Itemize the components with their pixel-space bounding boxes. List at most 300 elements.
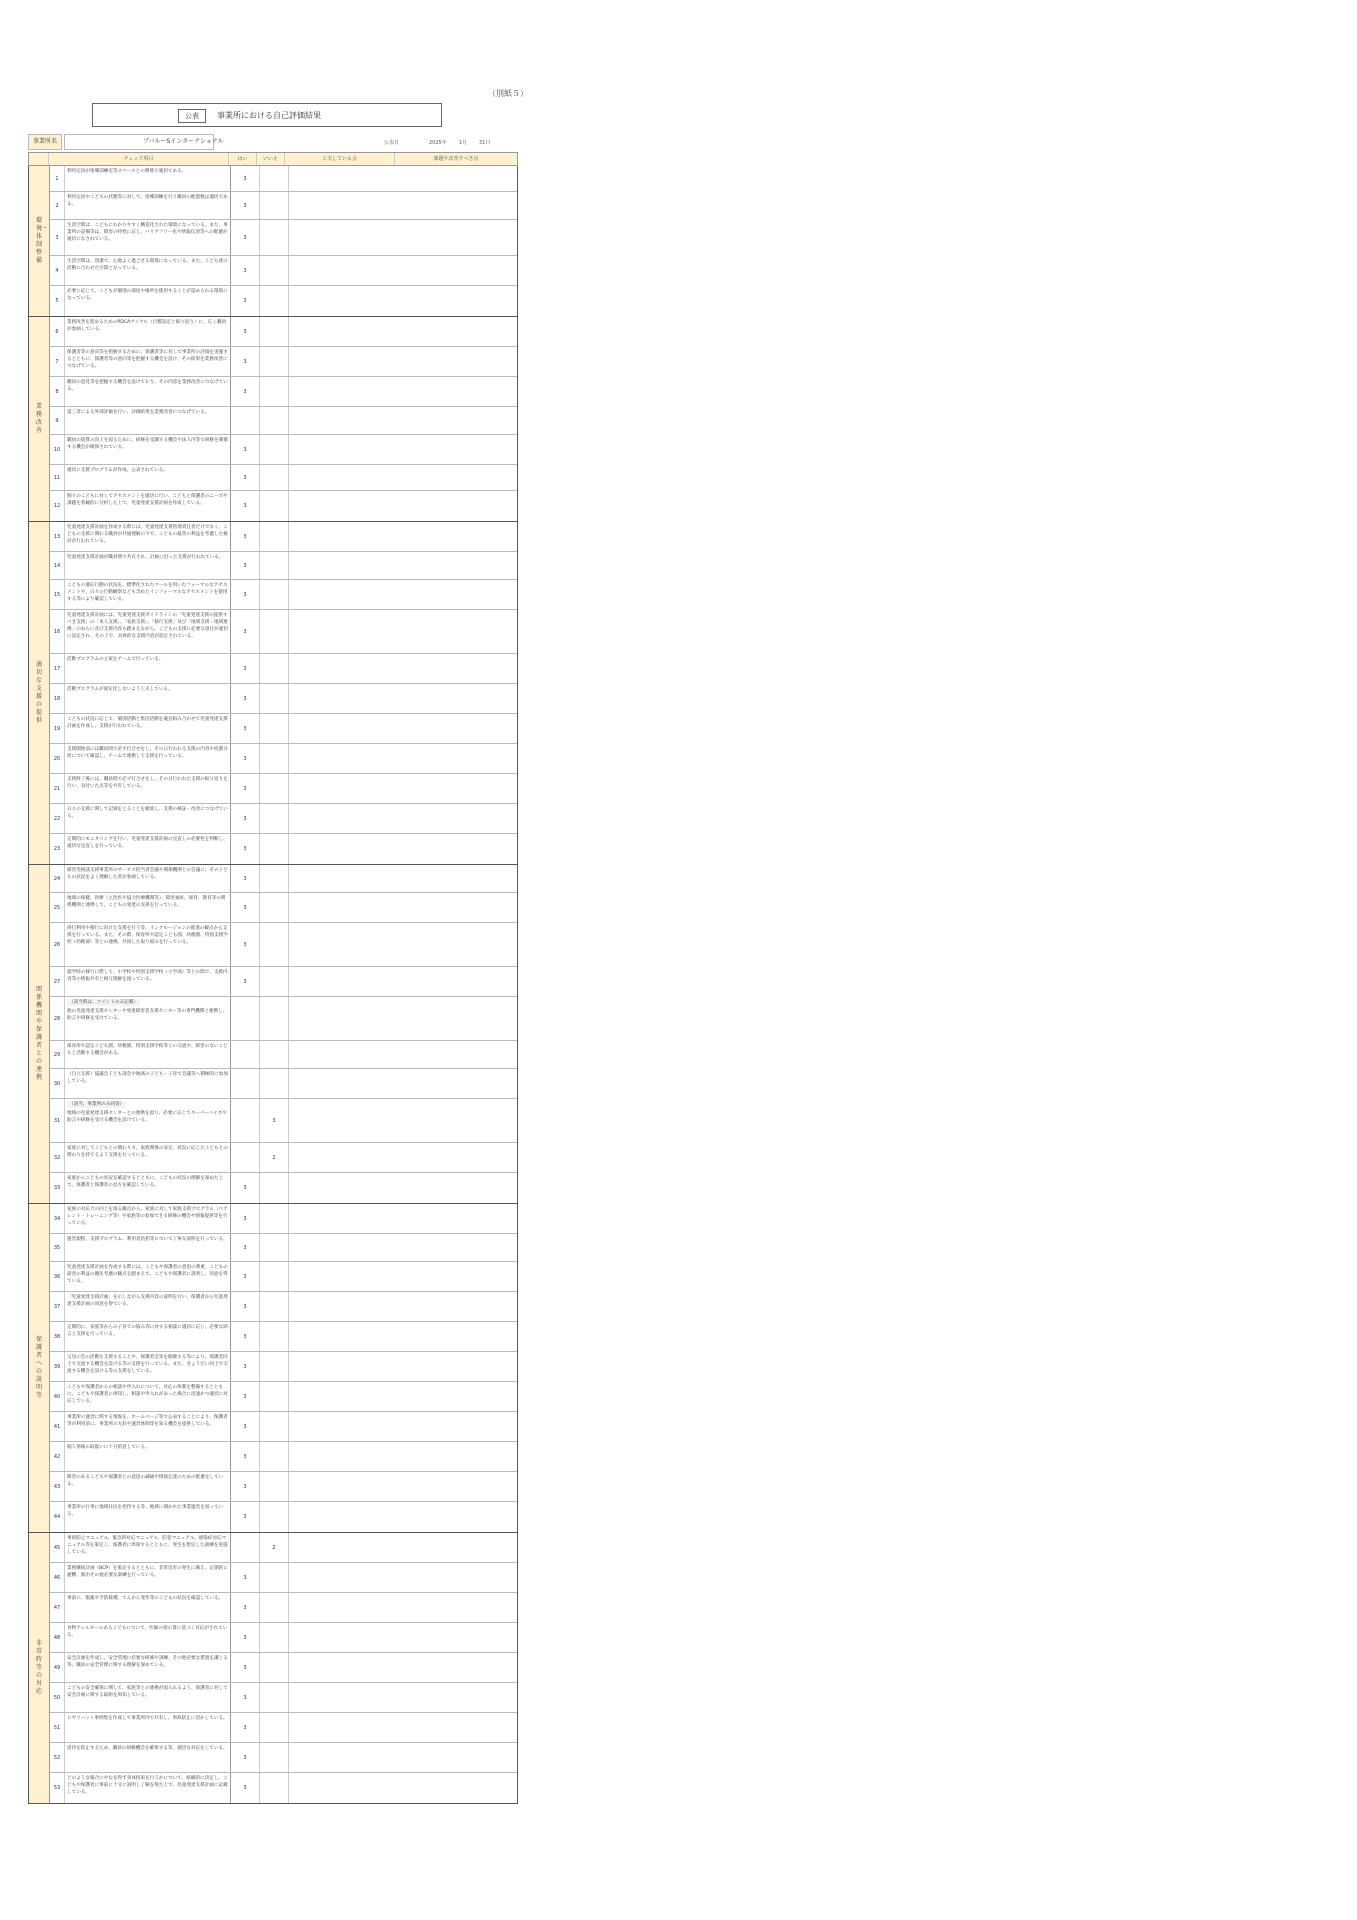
table-row	[50, 865, 517, 893]
check-item-text	[65, 491, 231, 521]
table-row	[50, 192, 517, 220]
item-number: 26	[50, 923, 65, 966]
yes-count: 3	[231, 256, 260, 285]
check-item-body: 業務継続計画（BCP）を策定するとともに、非常災害の発生に備え、定期的に避難、救出その他必要な訓練を行っている。	[67, 1566, 228, 1578]
sections-container	[28, 166, 518, 1804]
table-row	[50, 1442, 517, 1472]
item-number: 20	[50, 744, 65, 773]
comment-cell	[289, 256, 517, 285]
no-count: 2	[260, 1143, 289, 1172]
public-tag: 公表	[178, 109, 206, 123]
table-row	[50, 256, 517, 286]
publish-date-month: 1月	[459, 140, 468, 146]
no-count	[260, 684, 289, 713]
comment-cell	[289, 1143, 517, 1172]
yes-count	[231, 1143, 260, 1172]
yes-count: 3	[231, 714, 260, 743]
check-item-body: 児童発達支援計画が職員間で共有され、計画に沿った支援が行われている。	[67, 555, 224, 560]
yes-count: 3	[231, 774, 260, 803]
check-item-text	[65, 893, 231, 922]
check-item-body: 支援開始前には職員間で必ず打合せをし、その日行われる支援の内容や役割分担について確認し、チームで連携して支援を行っている。	[67, 747, 228, 759]
section-rows	[50, 317, 517, 521]
section-label-text: 適切な支援の提供	[36, 661, 43, 724]
check-item-body: 個人情報の取扱いに十分留意している。	[67, 1445, 150, 1450]
table-row	[50, 1069, 517, 1099]
section-block	[28, 1533, 518, 1804]
check-item-body: 保育所や認定こども園、幼稚園、特別支援学校等との交流や、障害のないこどもと活動する機会がある。	[67, 1044, 228, 1056]
yes-count: 3	[231, 1234, 260, 1261]
check-item-text	[65, 317, 231, 346]
yes-count: 3	[231, 522, 260, 551]
business-name-label: 事業所名	[28, 134, 62, 150]
item-number: 44	[50, 1502, 65, 1532]
item-number: 12	[50, 491, 65, 521]
yes-count	[231, 997, 260, 1040]
no-count	[260, 1472, 289, 1501]
check-item-text	[65, 1683, 231, 1712]
comment-cell	[289, 1204, 517, 1233]
check-item-body: 他の児童発達支援センターや発達障害者支援センター等の専門機関と連携し、助言や研修を受けている。	[67, 1009, 228, 1021]
item-number: 4	[50, 256, 65, 285]
section-label-text: 非常時等の対応	[36, 1640, 43, 1695]
yes-count: 3	[231, 1653, 260, 1682]
check-item-text	[65, 256, 231, 285]
no-count	[260, 407, 289, 434]
check-item-body: 家族からこどもの状況を確認するとともに、こどもの状況の理解を深めた上で、保護者と保護者の見方を確認している。	[67, 1176, 224, 1188]
check-item-body: 児童発達支援計画を作成する際には、児童発達支援管理責任者だけでなく、こどもの支援に関わる職員が共通理解の下で、こどもの最善の利益を考慮した検討が行われている。	[67, 525, 228, 544]
item-number: 37	[50, 1292, 65, 1321]
yes-count: 3	[231, 967, 260, 996]
item-number: 11	[50, 465, 65, 490]
table-row	[50, 714, 517, 744]
check-item-body: 食物アレルギーのあるこどもについて、医師の指示書に基づく対応がされている。	[67, 1626, 228, 1638]
publish-date-label: 公表日	[384, 140, 400, 146]
item-number: 34	[50, 1204, 65, 1233]
check-item-body: 事業所の運営に関する情報を、ホームページ等で公表することにより、保護者等が利用前に、事業所の方針や運営体制等を知る機会を提供している。	[67, 1415, 228, 1427]
yes-count: 3	[231, 1472, 260, 1501]
check-item-body: こどもや保護者からの相談や申入れについて、対応の体制を整備するとともに、こどもや保護者に周知し、相談や申入れがあった場合に迅速かつ適切に対応している。	[67, 1385, 228, 1404]
comment-cell	[289, 491, 517, 521]
yes-count: 3	[231, 491, 260, 521]
check-item-body: 生活空間は、こどもにわかりやすく構造化された環境になっている。また、事業所の設備等は、障害の特性に応じ、バリアフリー化や情報伝達等への配慮が適切になされている。	[67, 223, 228, 242]
yes-count: 3	[231, 1442, 260, 1471]
no-count	[260, 1412, 289, 1441]
no-count	[260, 804, 289, 833]
section-rows	[50, 166, 517, 316]
comment-cell	[289, 774, 517, 803]
header-notes: 工夫している点	[285, 153, 395, 165]
table-row	[50, 435, 517, 465]
check-item-body: どのような場合にやむを得ず身体拘束を行うかについて、組織的に決定し、こどもや保護者に事前に十分に説明し了解を得た上で、児童発達支援計画に記載している。	[67, 1776, 228, 1795]
no-count	[260, 1352, 289, 1381]
check-item-note: （該当、事業所のみ回答）	[69, 1102, 125, 1107]
section-label	[29, 522, 50, 864]
no-count	[260, 893, 289, 922]
comment-cell	[289, 377, 517, 406]
item-number: 23	[50, 834, 65, 864]
no-count	[260, 522, 289, 551]
comment-cell	[289, 967, 517, 996]
no-count	[260, 1683, 289, 1712]
check-item-body: 利用定員やこどもの状態等に対して、指導訓練を行う職員の配置数は適切である。	[67, 195, 228, 207]
no-count	[260, 834, 289, 864]
check-item-text	[65, 923, 231, 966]
check-item-text	[65, 967, 231, 996]
no-count	[260, 317, 289, 346]
item-number: 28	[50, 997, 65, 1040]
yes-count: 3	[231, 1173, 260, 1203]
yes-count: 3	[231, 1683, 260, 1712]
comment-cell	[289, 654, 517, 683]
item-number: 27	[50, 967, 65, 996]
header-yes: はい	[229, 153, 257, 165]
check-item-text	[65, 714, 231, 743]
section-block	[28, 1204, 518, 1533]
section-rows	[50, 522, 517, 864]
item-number: 47	[50, 1593, 65, 1622]
no-count	[260, 744, 289, 773]
check-item-text	[65, 997, 231, 1040]
check-item-body: 必要に応じて、こどもが個別の部屋や場所を使用することが認められる環境になっている。	[67, 289, 228, 301]
yes-count	[231, 1069, 260, 1098]
comment-cell	[289, 407, 517, 434]
check-item-text	[65, 1382, 231, 1411]
table-row	[50, 1773, 517, 1803]
comment-cell	[289, 1352, 517, 1381]
section-block	[28, 865, 518, 1204]
check-item-text	[65, 522, 231, 551]
comment-cell	[289, 1743, 517, 1772]
title-box	[92, 103, 442, 127]
comment-cell	[289, 1773, 517, 1803]
yes-count: 3	[231, 552, 260, 579]
check-item-text	[65, 1533, 231, 1562]
table-row	[50, 684, 517, 714]
header-no: いいえ	[257, 153, 285, 165]
check-item-body: 併行利用や移行に向けた支援を行う等、インクルージョンの推進の観点から支援を行っている。また、その際、保育所や認定こども園、幼稚園、特別支援学校（幼稚部）等との連携、共同した取り組みを行っている。	[67, 926, 228, 945]
no-count	[260, 166, 289, 191]
no-count	[260, 654, 289, 683]
check-item-text	[65, 1322, 231, 1351]
comment-cell	[289, 744, 517, 773]
yes-count: 3	[231, 220, 260, 255]
yes-count: 3	[231, 1262, 260, 1291]
table-row	[50, 220, 517, 256]
yes-count: 3	[231, 166, 260, 191]
check-item-text	[65, 465, 231, 490]
item-number: 25	[50, 893, 65, 922]
section-label-text: 環境・体制整備	[36, 217, 49, 264]
yes-count: 3	[231, 1623, 260, 1652]
item-number: 40	[50, 1382, 65, 1411]
yes-count: 3	[231, 465, 260, 490]
table-row	[50, 1143, 517, 1173]
comment-cell	[289, 220, 517, 255]
section-label	[29, 317, 50, 521]
check-item-text	[65, 1262, 231, 1291]
yes-count	[231, 1099, 260, 1142]
table-row	[50, 522, 517, 552]
check-item-body: 児童発達支援計画には、児童発達支援ガイドラインの「児童発達支援の提供すべき支援」の「本人支援」、「家族支援」、「移行支援」及び「地域支援・地域連携」のねらい及び支援内容も踏まえながら、こどもの支援に必要な項目が適切に設定され、その上で、具体的な支援内容が設定されている。	[67, 613, 228, 639]
table-row	[50, 1262, 517, 1292]
check-item-body: 業務改善を進めるためのPDCAサイクル（目標設定と振り返り）に、広く職員が参画している。	[67, 320, 227, 332]
no-count	[260, 967, 289, 996]
check-item-body: 虐待を防止するため、職員の研修機会を確保する等、適切な対応をしている。	[67, 1746, 228, 1751]
table-row	[50, 317, 517, 347]
item-number: 24	[50, 865, 65, 892]
comment-cell	[289, 714, 517, 743]
check-item-body: 父母の会の活動を支援することや、保護者会等を開催する等により、保護者同士で交流する機会を設ける等の支援を行っている。また、きょうだい同士で交流する機会を設ける等の支援をしている。	[67, 1355, 228, 1374]
table-row	[50, 1099, 517, 1143]
item-number: 43	[50, 1472, 65, 1501]
check-item-text	[65, 1442, 231, 1471]
comment-cell	[289, 1502, 517, 1532]
comment-cell	[289, 1593, 517, 1622]
comment-cell	[289, 192, 517, 219]
yes-count: 3	[231, 1773, 260, 1803]
check-item-text	[65, 1292, 231, 1321]
check-item-text	[65, 1743, 231, 1772]
yes-count: 3	[231, 377, 260, 406]
table-header	[28, 152, 518, 166]
comment-cell	[289, 610, 517, 653]
item-number: 10	[50, 435, 65, 464]
table-row	[50, 286, 517, 316]
check-item-body: 定期的にモニタリングを行い、児童発達支援計画の見直しの必要性を判断し、適切な見直しを行っている。	[67, 837, 228, 849]
check-item-text	[65, 1234, 231, 1261]
check-item-body: 職員の資質の向上を図るために、研修を受講する機会や法人内等で研修を開催する機会が確保されている。	[67, 438, 228, 450]
check-item-body: こどもの適応行動の状況を、標準化されたツールを用いたフォーマルなアセスメントや、日々の行動観察なども含めたインフォーマルなアセスメントを使用する等により確認している。	[67, 583, 228, 602]
table-row	[50, 1502, 517, 1532]
item-number: 2	[50, 192, 65, 219]
table-row	[50, 491, 517, 521]
comment-cell	[289, 1292, 517, 1321]
item-number: 3	[50, 220, 65, 255]
yes-count: 3	[231, 834, 260, 864]
table-row	[50, 834, 517, 864]
check-item-body: 保護者等の意向等を把握するために、保護者等に対して事業所の評価を実施するとともに、保護者等の意向等を把握する機会を設け、その結果を業務改善につなげている。	[67, 350, 228, 369]
check-item-text	[65, 610, 231, 653]
yes-count: 3	[231, 347, 260, 376]
no-count	[260, 923, 289, 966]
table-row	[50, 610, 517, 654]
item-number: 50	[50, 1683, 65, 1712]
comment-cell	[289, 1322, 517, 1351]
table-row	[50, 1563, 517, 1593]
comment-cell	[289, 1234, 517, 1261]
check-item-body: 生活空間は、清潔で、心地よく過ごせる環境になっている。また、こども達の活動に合わせた空間となっている。	[67, 259, 228, 271]
check-item-body: 事業所の行事に地域住民を招待する等、地域に開かれた事業運営を図っている。	[67, 1505, 224, 1517]
no-count	[260, 1262, 289, 1291]
section-label-text: 保護者への説明等	[36, 1336, 43, 1399]
comment-cell	[289, 1069, 517, 1098]
comment-cell	[289, 804, 517, 833]
table-row	[50, 580, 517, 610]
check-item-text	[65, 552, 231, 579]
comment-cell	[289, 435, 517, 464]
item-number: 1	[50, 166, 65, 191]
yes-count: 3	[231, 1322, 260, 1351]
check-item-body: 職員の意見等を把握する機会を設けており、その内容を業務改善につなげている。	[67, 380, 228, 392]
item-number: 46	[50, 1563, 65, 1592]
comment-cell	[289, 865, 517, 892]
comment-cell	[289, 317, 517, 346]
no-count	[260, 552, 289, 579]
check-item-body: 障害児相談支援事業所のサービス担当者会議や関係機関との会議に、その子どもの状況をよく理解した者が参画している。	[67, 868, 228, 880]
check-item-body: 活動プログラムが固定化しないよう工夫している。	[67, 687, 173, 692]
check-item-text	[65, 1502, 231, 1532]
yes-count: 3	[231, 744, 260, 773]
table-row	[50, 1623, 517, 1653]
comment-cell	[289, 1623, 517, 1652]
item-number: 18	[50, 684, 65, 713]
yes-count: 3	[231, 804, 260, 833]
no-count	[260, 714, 289, 743]
check-item-body: 児童発達支援計画を作成する際には、こどもや保護者の意思の尊重、こどもの最善の利益の優先考慮の観点を踏まえて、こどもや保護者に説明し、同意を得ている。	[67, 1265, 228, 1284]
no-count	[260, 435, 289, 464]
table-row	[50, 774, 517, 804]
check-item-text	[65, 1593, 231, 1622]
check-item-text	[65, 220, 231, 255]
yes-count	[231, 1533, 260, 1562]
table-row	[50, 1683, 517, 1713]
table-row	[50, 744, 517, 774]
table-row	[50, 552, 517, 580]
publish-date-day: 31日	[479, 140, 491, 146]
comment-cell	[289, 1713, 517, 1742]
no-count	[260, 1041, 289, 1068]
table-row	[50, 465, 517, 491]
comment-cell	[289, 997, 517, 1040]
item-number: 36	[50, 1262, 65, 1291]
no-count	[260, 1069, 289, 1098]
no-count	[260, 1653, 289, 1682]
no-count	[260, 1593, 289, 1622]
item-number: 31	[50, 1099, 65, 1142]
no-count	[260, 1382, 289, 1411]
table-row	[50, 923, 517, 967]
check-item-text	[65, 580, 231, 609]
table-row	[50, 1204, 517, 1234]
check-item-text	[65, 865, 231, 892]
table-row	[50, 967, 517, 997]
table-row	[50, 1322, 517, 1352]
no-count	[260, 1173, 289, 1203]
check-item-body: 障害のあるこどもや保護者との意思の疎通や情報伝達のための配慮をしている。	[67, 1475, 224, 1487]
comment-cell	[289, 1041, 517, 1068]
item-number: 5	[50, 286, 65, 316]
evaluation-table	[28, 152, 518, 1804]
check-item-text	[65, 654, 231, 683]
item-number: 17	[50, 654, 65, 683]
check-item-body: 安全計画を作成し、安全管理に必要な研修や訓練、その他必要な措置を講じる等、職員の安全管理に関する理解を深めている。	[67, 1656, 228, 1668]
check-item-body: 運営規程、支援プログラム、利用者負担等について丁寧な説明を行っている。	[67, 1237, 228, 1242]
yes-count: 3	[231, 923, 260, 966]
check-item-text	[65, 1069, 231, 1098]
no-count	[260, 580, 289, 609]
check-item-text	[65, 377, 231, 406]
yes-count: 3	[231, 580, 260, 609]
item-number: 8	[50, 377, 65, 406]
business-name-value: ブバルーSインターナショナル	[64, 134, 214, 150]
check-item-body: 地域の児童発達支援センターとの連携を図り、必要に応じてスーパーバイズや助言や研修を受ける機会を設けている。	[67, 1111, 227, 1123]
check-item-body: 利用定員が指導訓練室等スペースとの関係で適切である。	[67, 169, 187, 174]
check-item-body: 家族の対応力の向上を図る観点から、家族に対して家族支援プログラム（ペアレント・トレーニング等）や家族等の参加できる研修の機会や情報提供等を行っている。	[67, 1207, 228, 1226]
comment-cell	[289, 552, 517, 579]
no-count	[260, 1713, 289, 1742]
check-item-body: （自立支援）協議会子ども部会や地域の子ども・子育て会議等へ積極的に参加している。	[67, 1072, 228, 1084]
table-row	[50, 1292, 517, 1322]
comment-cell	[289, 1563, 517, 1592]
table-row	[50, 804, 517, 834]
check-item-text	[65, 1041, 231, 1068]
check-item-text	[65, 347, 231, 376]
yes-count: 3	[231, 654, 260, 683]
yes-count: 3	[231, 610, 260, 653]
item-number: 19	[50, 714, 65, 743]
no-count	[260, 1322, 289, 1351]
check-item-body: 第三者による外部評価を行い、評価結果を業務改善につなげている。	[67, 410, 210, 415]
check-item-text	[65, 774, 231, 803]
comment-cell	[289, 580, 517, 609]
item-number: 16	[50, 610, 65, 653]
no-count	[260, 1623, 289, 1652]
table-row	[50, 1412, 517, 1442]
section-block	[28, 166, 518, 317]
item-number: 49	[50, 1653, 65, 1682]
yes-count: 3	[231, 865, 260, 892]
table-row	[50, 1743, 517, 1773]
section-rows	[50, 1204, 517, 1532]
check-item-body: 支援終了後には、職員間で必ず打合せをし、その日行われた支援の振り返りを行い、気付いた点等を共有している。	[67, 777, 228, 789]
no-count	[260, 1442, 289, 1471]
item-number: 45	[50, 1533, 65, 1562]
item-number: 30	[50, 1069, 65, 1098]
comment-cell	[289, 1262, 517, 1291]
no-count	[260, 1292, 289, 1321]
yes-count: 3	[231, 435, 260, 464]
item-number: 13	[50, 522, 65, 551]
check-item-text	[65, 1713, 231, 1742]
no-count	[260, 1502, 289, 1532]
check-item-body: 地域の保健、医療（主治医や協力医療機関等）、障害福祉、保育、教育等の関係機関と連携して、こどもの発達の支援を行っている。	[67, 896, 226, 908]
check-item-text	[65, 684, 231, 713]
no-count	[260, 1773, 289, 1803]
comment-cell	[289, 286, 517, 316]
comment-cell	[289, 166, 517, 191]
yes-count: 3	[231, 1563, 260, 1592]
no-count	[260, 997, 289, 1040]
item-number: 22	[50, 804, 65, 833]
yes-count: 3	[231, 1713, 260, 1742]
table-row	[50, 1173, 517, 1203]
comment-cell	[289, 1099, 517, 1142]
header-improve: 課題や改善すべき点	[433, 156, 479, 162]
yes-count: 3	[231, 1593, 260, 1622]
item-number: 33	[50, 1173, 65, 1203]
yes-count: 3	[231, 893, 260, 922]
yes-count	[231, 1041, 260, 1068]
yes-count: 3	[231, 286, 260, 316]
table-row	[50, 377, 517, 407]
table-row	[50, 654, 517, 684]
yes-count: 3	[231, 1502, 260, 1532]
check-item-text	[65, 1563, 231, 1592]
yes-count: 3	[231, 1352, 260, 1381]
check-item-body: こどもの状況に応じて、個別活動と集団活動を適宜組み合わせて児童発達支援計画を作成し、支援が行われている。	[67, 717, 228, 729]
yes-count: 3	[231, 1412, 260, 1441]
no-count	[260, 865, 289, 892]
